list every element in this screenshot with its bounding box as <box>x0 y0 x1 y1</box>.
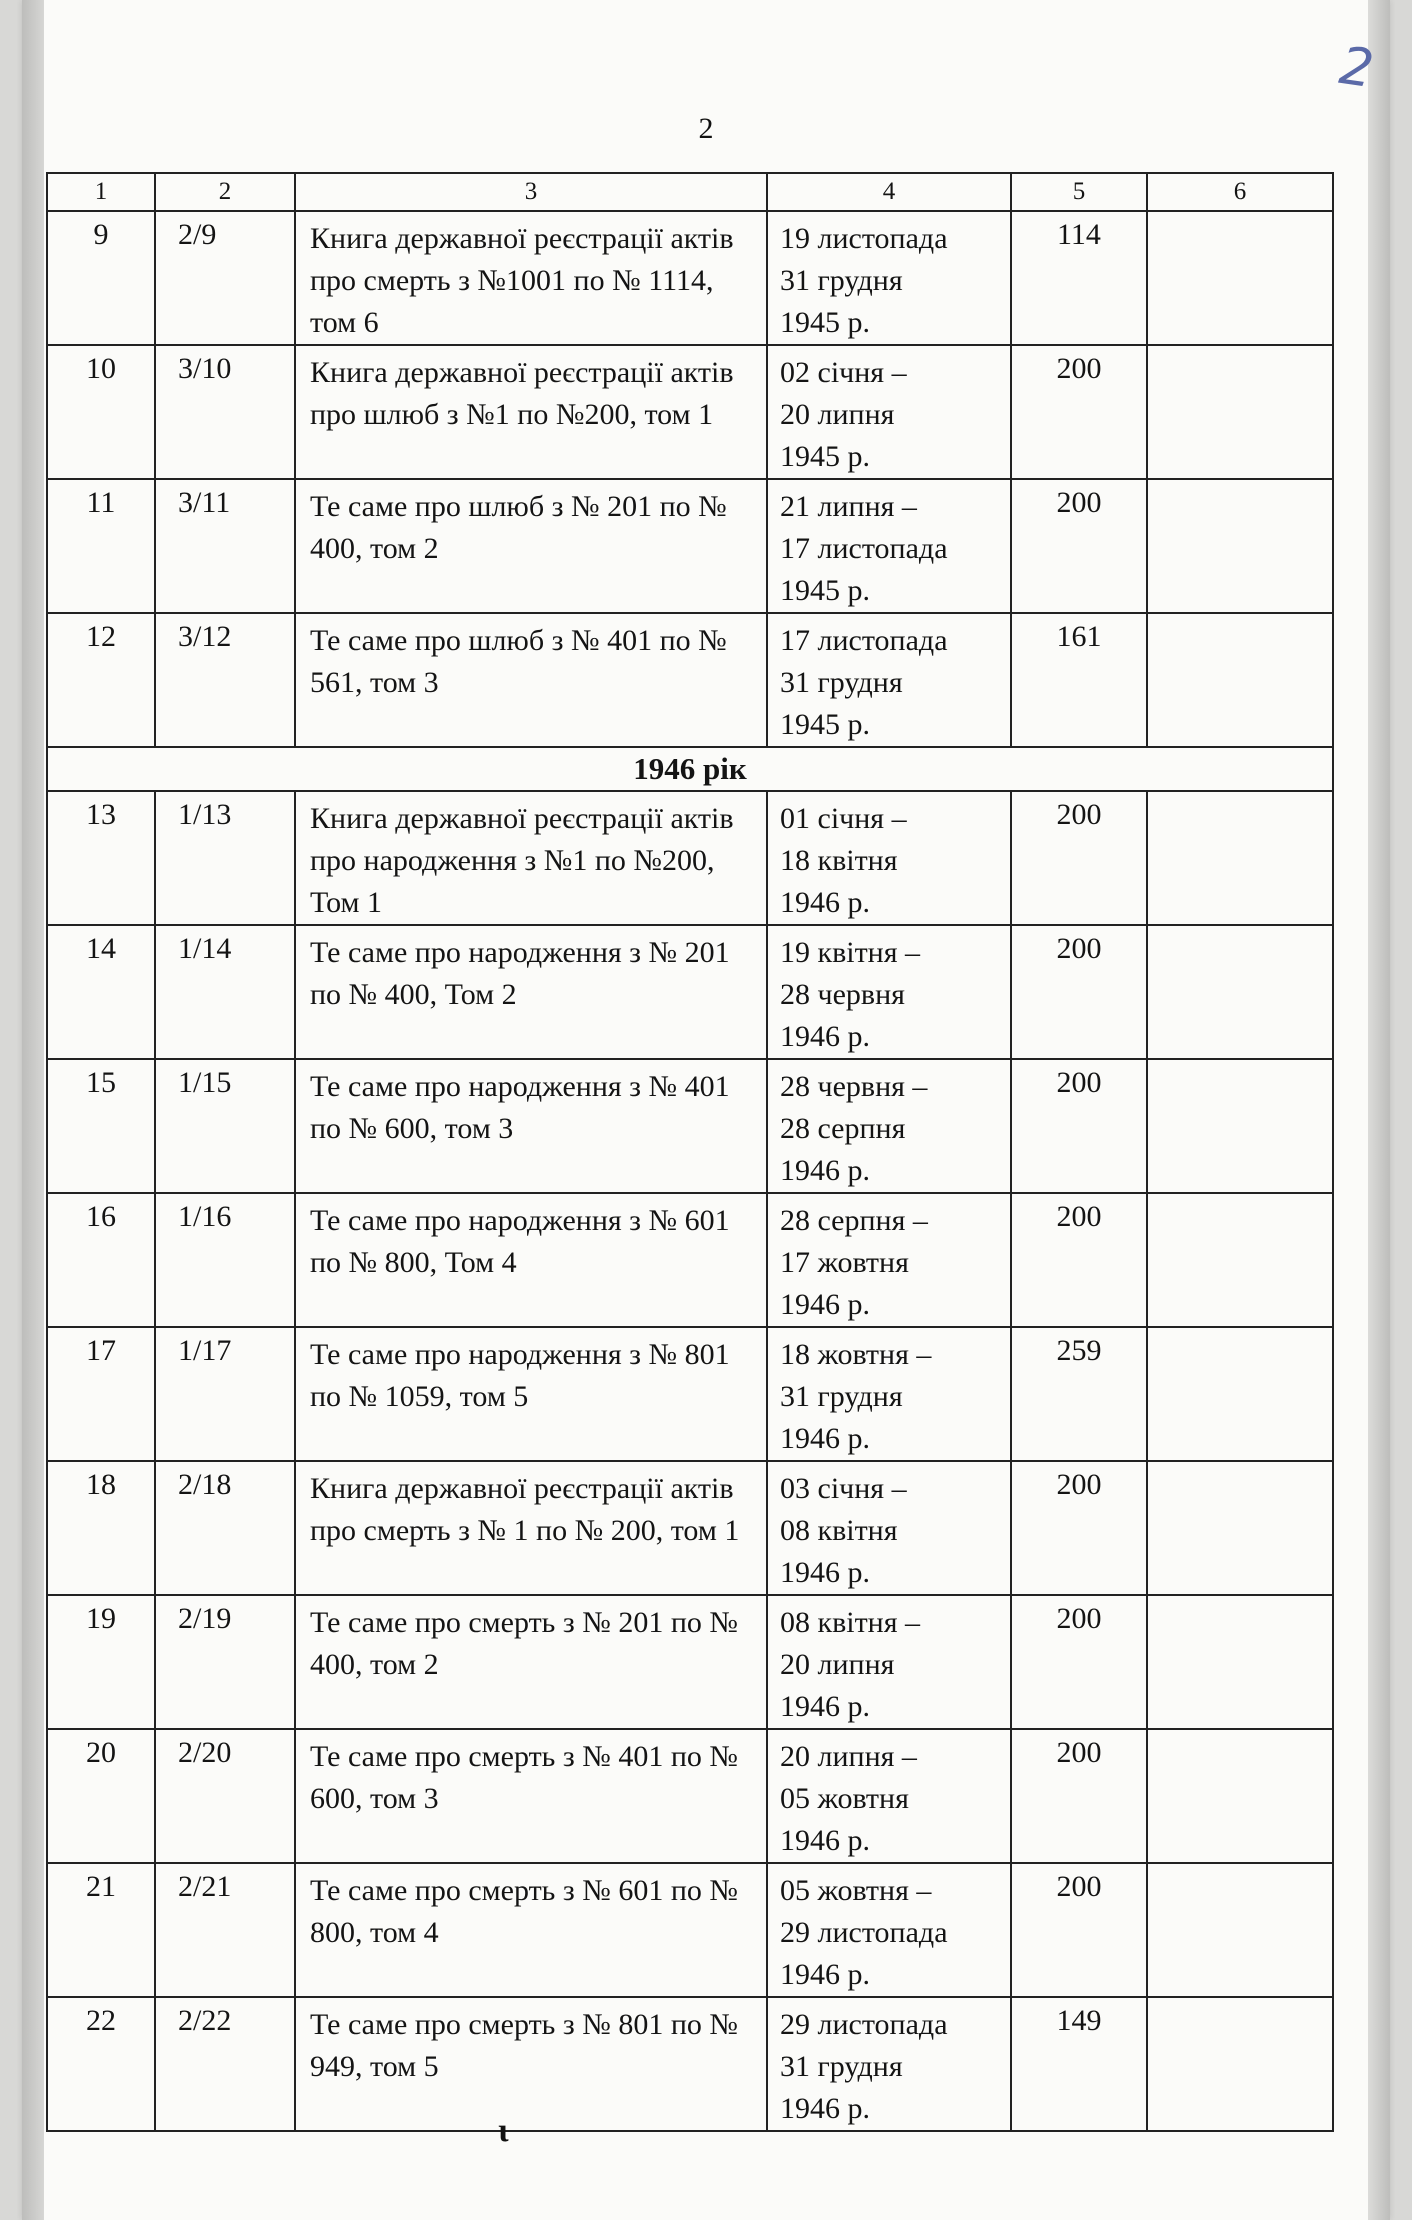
cell-file-number: 2/21 <box>155 1863 295 1997</box>
cell-title: Те саме про народження з № 601 по № 800, Том 4 <box>295 1193 767 1327</box>
cell-title: Книга державної реєстрації актів про смерть з №1001 по № 1114, том 6 <box>295 211 767 345</box>
table-row <box>47 1863 1333 1997</box>
cell-notes <box>1147 345 1333 479</box>
cell-date-range: 20 липня – 05 жовтня 1946 р. <box>767 1729 1011 1863</box>
cell-date-range: 19 квітня – 28 червня 1946 р. <box>767 925 1011 1059</box>
cell-item-number: 13 <box>47 791 155 925</box>
cell-file-number: 1/16 <box>155 1193 295 1327</box>
cell-notes <box>1147 1059 1333 1193</box>
page-edge-shadow-right <box>1368 0 1390 2220</box>
table-row <box>47 345 1333 479</box>
cell-file-number: 3/12 <box>155 613 295 747</box>
table-row <box>47 1327 1333 1461</box>
header-col-6: 6 <box>1147 173 1333 211</box>
cell-item-number: 20 <box>47 1729 155 1863</box>
cell-date-range: 02 січня – 20 липня 1945 р. <box>767 345 1011 479</box>
cell-file-number: 1/17 <box>155 1327 295 1461</box>
cell-title: Те саме про смерть з № 801 по № 949, том 5 <box>295 1997 767 2131</box>
cell-title: Те саме про народження з № 801 по № 1059, том 5 <box>295 1327 767 1461</box>
table-row <box>47 1997 1333 2131</box>
bottom-ink-mark: ι <box>498 2112 509 2149</box>
table-row <box>47 211 1333 345</box>
table-body <box>47 211 1333 2131</box>
header-col-4: 4 <box>767 173 1011 211</box>
cell-title: Книга державної реєстрації актів про шлюб з №1 по №200, том 1 <box>295 345 767 479</box>
table-row <box>47 791 1333 925</box>
table-row <box>47 479 1333 613</box>
cell-page-count: 200 <box>1011 1863 1147 1997</box>
cell-notes <box>1147 1997 1333 2131</box>
table-row <box>47 1461 1333 1595</box>
cell-notes <box>1147 791 1333 925</box>
cell-item-number: 21 <box>47 1863 155 1997</box>
cell-date-range: 03 січня – 08 квітня 1946 р. <box>767 1461 1011 1595</box>
handwritten-page-number: 2 <box>1335 35 1378 101</box>
table-header <box>47 173 1333 211</box>
cell-item-number: 19 <box>47 1595 155 1729</box>
cell-date-range: 21 липня – 17 листопада 1945 р. <box>767 479 1011 613</box>
cell-notes <box>1147 1729 1333 1863</box>
cell-item-number: 12 <box>47 613 155 747</box>
cell-file-number: 1/14 <box>155 925 295 1059</box>
table-row <box>47 1193 1333 1327</box>
table-row <box>47 1059 1333 1193</box>
cell-page-count: 200 <box>1011 791 1147 925</box>
cell-file-number: 2/18 <box>155 1461 295 1595</box>
cell-notes <box>1147 479 1333 613</box>
cell-notes <box>1147 211 1333 345</box>
header-col-5: 5 <box>1011 173 1147 211</box>
cell-page-count: 259 <box>1011 1327 1147 1461</box>
year-section-row <box>47 747 1333 791</box>
cell-file-number: 2/19 <box>155 1595 295 1729</box>
cell-page-count: 200 <box>1011 345 1147 479</box>
cell-item-number: 15 <box>47 1059 155 1193</box>
inventory-table <box>46 172 1334 2132</box>
cell-item-number: 16 <box>47 1193 155 1327</box>
table-row <box>47 1595 1333 1729</box>
cell-date-range: 18 жовтня – 31 грудня 1946 р. <box>767 1327 1011 1461</box>
cell-page-count: 200 <box>1011 1461 1147 1595</box>
year-section-label: 1946 рік <box>47 747 1333 791</box>
cell-title: Те саме про народження з № 201 по № 400, Том 2 <box>295 925 767 1059</box>
cell-item-number: 18 <box>47 1461 155 1595</box>
cell-date-range: 05 жовтня – 29 листопада 1946 р. <box>767 1863 1011 1997</box>
cell-date-range: 19 листопада 31 грудня 1945 р. <box>767 211 1011 345</box>
cell-page-count: 200 <box>1011 479 1147 613</box>
cell-notes <box>1147 613 1333 747</box>
cell-file-number: 2/20 <box>155 1729 295 1863</box>
cell-item-number: 11 <box>47 479 155 613</box>
cell-title: Те саме про народження з № 401 по № 600, том 3 <box>295 1059 767 1193</box>
cell-page-count: 200 <box>1011 925 1147 1059</box>
cell-file-number: 1/15 <box>155 1059 295 1193</box>
cell-date-range: 29 листопада 31 грудня 1946 р. <box>767 1997 1011 2131</box>
cell-notes <box>1147 1193 1333 1327</box>
cell-date-range: 17 листопада 31 грудня 1945 р. <box>767 613 1011 747</box>
header-col-2: 2 <box>155 173 295 211</box>
table-row <box>47 613 1333 747</box>
cell-title: Те саме про смерть з № 401 по № 600, том 3 <box>295 1729 767 1863</box>
cell-file-number: 2/22 <box>155 1997 295 2131</box>
header-col-3: 3 <box>295 173 767 211</box>
cell-notes <box>1147 1863 1333 1997</box>
cell-page-count: 200 <box>1011 1193 1147 1327</box>
cell-notes <box>1147 1327 1333 1461</box>
cell-file-number: 3/10 <box>155 345 295 479</box>
cell-date-range: 28 серпня – 17 жовтня 1946 р. <box>767 1193 1011 1327</box>
header-col-1: 1 <box>47 173 155 211</box>
cell-page-count: 114 <box>1011 211 1147 345</box>
cell-notes <box>1147 925 1333 1059</box>
table-row <box>47 925 1333 1059</box>
cell-file-number: 1/13 <box>155 791 295 925</box>
cell-item-number: 10 <box>47 345 155 479</box>
cell-page-count: 161 <box>1011 613 1147 747</box>
cell-title: Книга державної реєстрації актів про народження з №1 по №200, Том 1 <box>295 791 767 925</box>
cell-item-number: 9 <box>47 211 155 345</box>
cell-title: Книга державної реєстрації актів про смерть з № 1 по № 200, том 1 <box>295 1461 767 1595</box>
cell-title: Те саме про смерть з № 201 по № 400, том 2 <box>295 1595 767 1729</box>
cell-date-range: 08 квітня – 20 липня 1946 р. <box>767 1595 1011 1729</box>
cell-date-range: 28 червня – 28 серпня 1946 р. <box>767 1059 1011 1193</box>
cell-page-count: 149 <box>1011 1997 1147 2131</box>
cell-page-count: 200 <box>1011 1595 1147 1729</box>
cell-file-number: 3/11 <box>155 479 295 613</box>
cell-page-count: 200 <box>1011 1729 1147 1863</box>
cell-notes <box>1147 1595 1333 1729</box>
cell-title: Те саме про шлюб з № 201 по № 400, том 2 <box>295 479 767 613</box>
cell-notes <box>1147 1461 1333 1595</box>
header-row <box>47 173 1333 211</box>
cell-page-count: 200 <box>1011 1059 1147 1193</box>
printed-page-number: 2 <box>698 112 714 145</box>
cell-item-number: 22 <box>47 1997 155 2131</box>
cell-item-number: 17 <box>47 1327 155 1461</box>
cell-file-number: 2/9 <box>155 211 295 345</box>
page-edge-shadow-left <box>22 0 44 2220</box>
cell-title: Те саме про шлюб з № 401 по № 561, том 3 <box>295 613 767 747</box>
table-row <box>47 1729 1333 1863</box>
cell-item-number: 14 <box>47 925 155 1059</box>
cell-date-range: 01 січня – 18 квітня 1946 р. <box>767 791 1011 925</box>
cell-title: Те саме про смерть з № 601 по № 800, том 4 <box>295 1863 767 1997</box>
